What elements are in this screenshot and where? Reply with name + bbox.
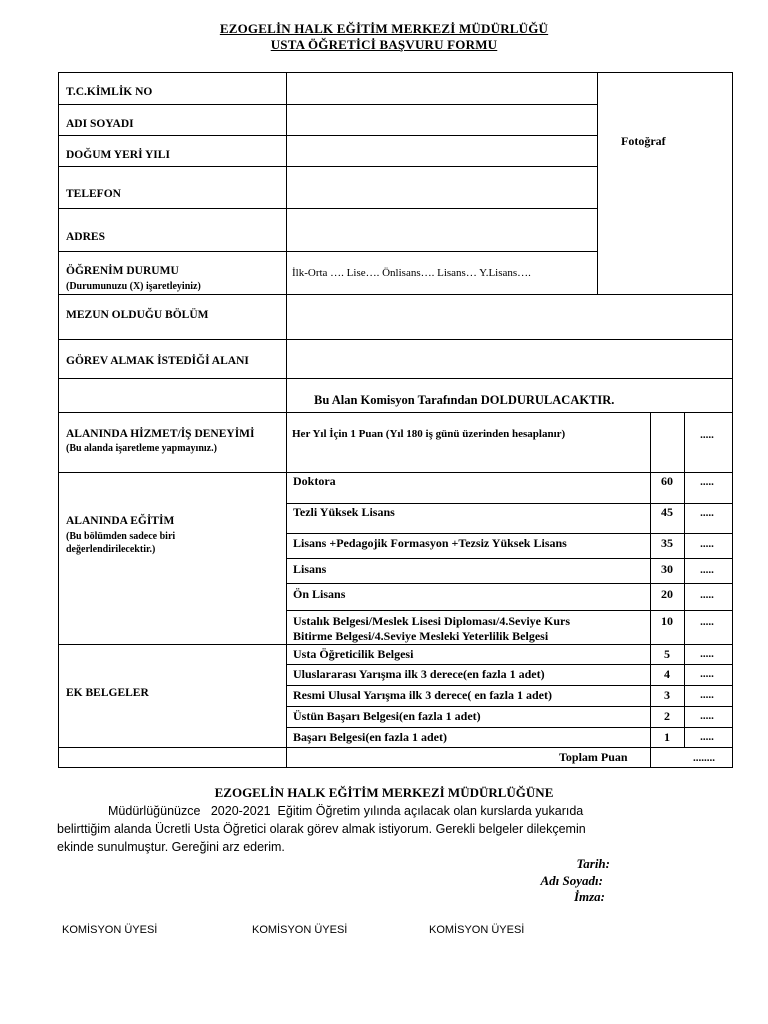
- address-label: ADRES: [66, 231, 105, 243]
- education-label: ÖĞRENİM DURUMU: [66, 265, 179, 277]
- row-score: .....: [700, 668, 714, 680]
- row-name: Lisans: [293, 562, 327, 576]
- tc-input[interactable]: [288, 74, 596, 103]
- row-score: .....: [700, 648, 714, 660]
- row-points: 35: [661, 536, 673, 550]
- education-score-note: (Bu bölümden sadece biri: [66, 531, 176, 542]
- education-score-label: ALANINDA EĞİTİM: [66, 515, 175, 527]
- row-name: Doktora: [293, 474, 336, 488]
- row-points: 60: [661, 474, 673, 488]
- date-label: Tarih:: [576, 856, 610, 871]
- extra-docs-label: EK BELGELER: [66, 687, 149, 699]
- education-score-note: değerlendirilecektir.): [66, 544, 156, 555]
- education-note: (Durumunuzu (X) işaretleyiniz): [66, 281, 201, 292]
- row-name-continued: Bitirme Belgesi/4.Seviye Mesleki Yeterlilik Belgesi: [293, 629, 549, 643]
- row-name: Resmi Ulusal Yarışma ilk 3 derece( en fazla 1 adet): [293, 688, 552, 702]
- total-label: Toplam Puan: [559, 750, 628, 764]
- row-score: .....: [700, 731, 714, 743]
- row-points: 30: [661, 562, 673, 576]
- address-input[interactable]: [288, 210, 596, 250]
- row-name: Lisans +Pedagojik Formasyon +Tezsiz Yüksek Lisans: [293, 536, 567, 550]
- graduated-input[interactable]: [288, 296, 731, 338]
- field-input[interactable]: [288, 341, 731, 377]
- field-label: GÖREV ALMAK İSTEDİĞİ ALANI: [66, 355, 249, 367]
- petition-heading: EZOGELİN HALK EĞİTİM MERKEZİ MÜDÜRLÜĞÜNE: [214, 785, 554, 800]
- phone-label: TELEFON: [66, 188, 121, 200]
- petition-line-1: Müdürlüğünüzce 2020-2021 Eğitim Öğretim yılında açılacak olan kurslarda yukarıda: [108, 804, 584, 818]
- row-name: Başarı Belgesi(en fazla 1 adet): [293, 730, 447, 744]
- photo-placeholder: Fotoğraf: [621, 134, 666, 148]
- committee-member-1: KOMİSYON ÜYESİ: [62, 924, 158, 936]
- row-score: .....: [700, 538, 714, 550]
- total-score: ........: [693, 752, 715, 764]
- row-name: Ustalık Belgesi/Meslek Lisesi Diploması/4.Seviye Kurs: [293, 614, 571, 628]
- tc-label: T.C.KİMLİK NO: [66, 86, 153, 98]
- row-score: .....: [700, 710, 714, 722]
- row-score: .....: [700, 589, 714, 601]
- graduated-label: MEZUN OLDUĞU BÖLÜM: [66, 309, 209, 321]
- row-points: 45: [661, 505, 673, 519]
- commission-note: Bu Alan Komisyon Tarafından DOLDURULACAKTIR.: [314, 393, 615, 407]
- row-name: Tezli Yüksek Lisans: [293, 505, 395, 519]
- row-points: 3: [664, 688, 670, 702]
- experience-score: .....: [700, 429, 714, 441]
- row-score: .....: [700, 507, 714, 519]
- row-points: 4: [664, 667, 670, 681]
- phone-input[interactable]: [288, 168, 596, 207]
- experience-desc: Her Yıl İçin 1 Puan (Yıl 180 iş günü üzerinden hesaplanır): [292, 428, 566, 440]
- name-label: ADI SOYADI: [66, 118, 134, 130]
- petition-line-2: belirttiğim alanda Ücretli Usta Öğretici olarak görev almak istiyorum. Gerekli belgeler dilekçemin: [57, 822, 586, 836]
- experience-note: (Bu alanda işaretleme yapmayınız.): [66, 443, 217, 454]
- row-points: 2: [664, 709, 670, 723]
- birth-input[interactable]: [288, 137, 596, 165]
- committee-member-3: KOMİSYON ÜYESİ: [429, 924, 525, 936]
- row-points: 10: [661, 614, 673, 628]
- signer-name-label: Adı Soyadı:: [540, 873, 603, 888]
- petition-line-3: ekinde sunulmuştur. Gereğini arz ederim.: [57, 840, 285, 854]
- birth-label: DOĞUM YERİ YILI: [66, 149, 170, 161]
- name-input[interactable]: [288, 106, 596, 134]
- row-name: Üstün Başarı Belgesi(en fazla 1 adet): [293, 709, 481, 723]
- education-options[interactable]: İlk-Orta …. Lise…. Önlisans…. Lisans… Y.Lisans….: [292, 267, 531, 279]
- row-score: .....: [700, 689, 714, 701]
- row-points: 5: [664, 647, 670, 661]
- form-title-name: USTA ÖĞRETİCİ BAŞVURU FORMU: [270, 37, 498, 52]
- row-name: Usta Öğreticilik Belgesi: [293, 647, 414, 661]
- committee-member-2: KOMİSYON ÜYESİ: [252, 924, 348, 936]
- row-points: 1: [664, 730, 670, 744]
- row-score: .....: [700, 476, 714, 488]
- row-points: 20: [661, 587, 673, 601]
- row-name: Uluslararası Yarışma ilk 3 derece(en fazla 1 adet): [293, 667, 545, 681]
- row-score: .....: [700, 564, 714, 576]
- row-name: Ön Lisans: [293, 587, 346, 601]
- experience-label: ALANINDA HİZMET/İŞ DENEYİMİ: [66, 428, 255, 440]
- row-score: .....: [700, 616, 714, 628]
- form-title-institution: EZOGELİN HALK EĞİTİM MERKEZİ MÜDÜRLÜĞÜ: [219, 21, 549, 36]
- signature-label: İmza:: [573, 889, 605, 904]
